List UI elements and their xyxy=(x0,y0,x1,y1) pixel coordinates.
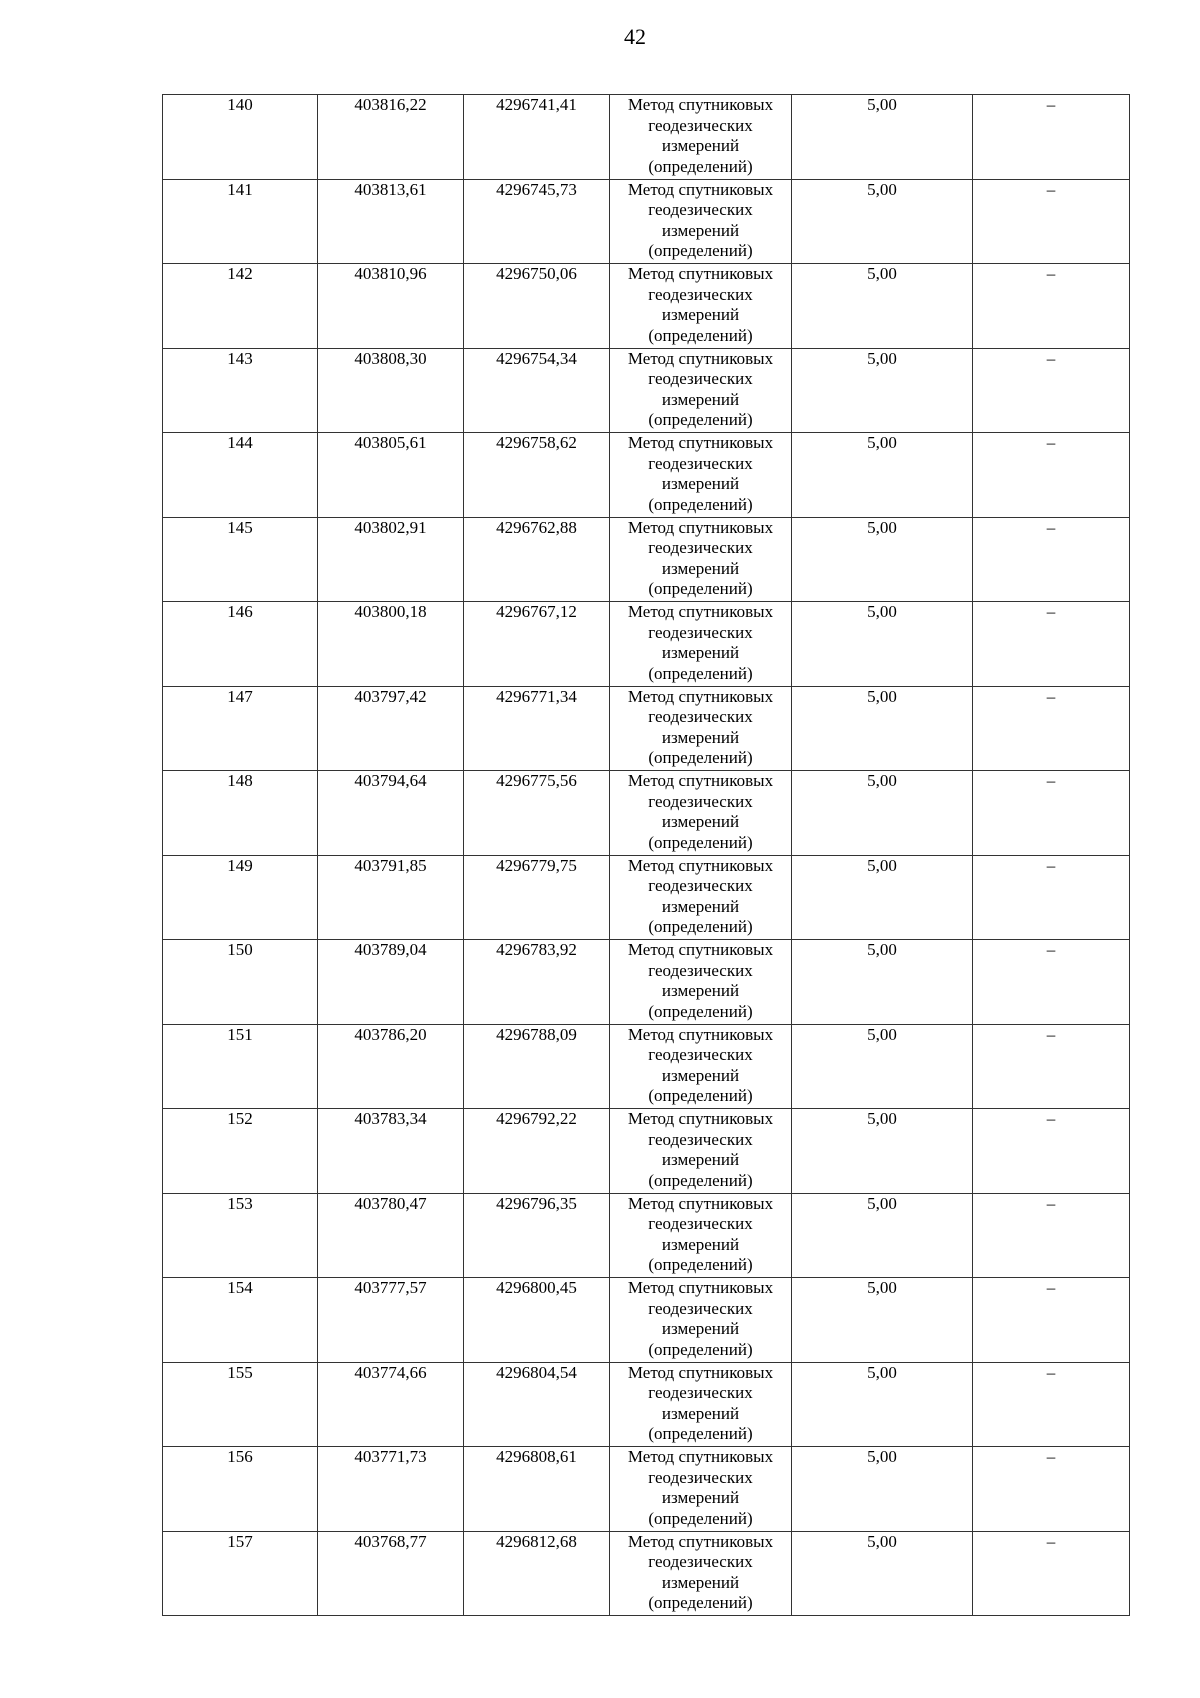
method-line: (определений) xyxy=(648,748,753,767)
note-cell: – xyxy=(973,264,1130,349)
y-coordinate-cell: 4296771,34 xyxy=(464,686,610,771)
method-line: Метод спутниковых xyxy=(627,1531,774,1551)
table-row xyxy=(163,1278,1130,1363)
accuracy-cell: 5,00 xyxy=(792,1109,973,1194)
x-coordinate-cell: 403771,73 xyxy=(318,1447,464,1532)
table-row xyxy=(163,602,1130,687)
method-line: измерений xyxy=(661,1488,740,1507)
y-coordinate-cell: 4296762,88 xyxy=(464,517,610,602)
method-line: (определений) xyxy=(648,1001,753,1021)
method-line: геодезических xyxy=(648,453,753,473)
table-row xyxy=(163,433,1130,518)
method-line: Метод спутниковых xyxy=(627,855,774,875)
note-cell: – xyxy=(973,179,1130,264)
point-number-cell: 140 xyxy=(163,95,318,180)
point-number-cell: 141 xyxy=(163,179,318,264)
x-coordinate-cell: 403816,22 xyxy=(318,95,464,180)
note-cell: – xyxy=(973,1362,1130,1447)
accuracy-cell: 5,00 xyxy=(792,1024,973,1109)
y-coordinate-cell: 4296779,75 xyxy=(464,855,610,940)
table-row xyxy=(163,771,1130,856)
method-line: (определений) xyxy=(648,241,753,260)
method-line: (определений) xyxy=(648,1508,753,1528)
method-line: (определений) xyxy=(648,832,753,852)
method-line: геодезических xyxy=(648,1045,753,1064)
method-line: (определений) xyxy=(648,494,753,514)
table-row xyxy=(163,686,1130,771)
x-coordinate-cell: 403780,47 xyxy=(318,1193,464,1278)
method-line: (определений) xyxy=(648,325,753,345)
method-line: Метод спутниковых xyxy=(627,517,774,537)
y-coordinate-cell: 4296741,41 xyxy=(464,95,610,180)
method-line: (определений) xyxy=(648,1170,753,1190)
accuracy-cell: 5,00 xyxy=(792,1278,973,1363)
table-row xyxy=(163,179,1130,264)
accuracy-cell: 5,00 xyxy=(792,855,973,940)
x-coordinate-cell: 403794,64 xyxy=(318,771,464,856)
method-line: Метод спутниковых xyxy=(627,433,774,452)
method-line: (определений) xyxy=(648,1255,753,1274)
point-number-cell: 147 xyxy=(163,686,318,771)
method-line: геодезических xyxy=(648,200,753,219)
method-cell xyxy=(610,686,792,771)
method-line: измерений xyxy=(661,220,740,240)
table-row xyxy=(163,1447,1130,1532)
method-cell xyxy=(610,1193,792,1278)
x-coordinate-cell: 403808,30 xyxy=(318,348,464,433)
method-cell xyxy=(610,179,792,264)
accuracy-cell: 5,00 xyxy=(792,771,973,856)
y-coordinate-cell: 4296750,06 xyxy=(464,264,610,349)
note-cell: – xyxy=(973,855,1130,940)
method-cell xyxy=(610,517,792,602)
method-line: Метод спутниковых xyxy=(627,602,774,621)
method-line: геодезических xyxy=(648,1552,753,1571)
x-coordinate-cell: 403786,20 xyxy=(318,1024,464,1109)
x-coordinate-cell: 403783,34 xyxy=(318,1109,464,1194)
y-coordinate-cell: 4296792,22 xyxy=(464,1109,610,1194)
coordinates-table xyxy=(162,94,1130,1616)
accuracy-cell: 5,00 xyxy=(792,433,973,518)
point-number-cell: 144 xyxy=(163,433,318,518)
method-line: геодезических xyxy=(648,115,753,135)
y-coordinate-cell: 4296775,56 xyxy=(464,771,610,856)
method-line: измерений xyxy=(661,1150,740,1169)
note-cell: – xyxy=(973,1531,1130,1616)
method-line: измерений xyxy=(661,1065,740,1085)
point-number-cell: 157 xyxy=(163,1531,318,1616)
x-coordinate-cell: 403802,91 xyxy=(318,517,464,602)
method-line: измерений xyxy=(661,643,740,662)
x-coordinate-cell: 403791,85 xyxy=(318,855,464,940)
method-line: геодезических xyxy=(648,876,753,895)
x-coordinate-cell: 403810,96 xyxy=(318,264,464,349)
method-cell xyxy=(610,264,792,349)
table-row xyxy=(163,940,1130,1025)
accuracy-cell: 5,00 xyxy=(792,264,973,349)
note-cell: – xyxy=(973,95,1130,180)
table-row xyxy=(163,1109,1130,1194)
method-line: (определений) xyxy=(648,1339,753,1359)
method-line: измерений xyxy=(661,558,740,578)
method-line: геодезических xyxy=(648,1129,753,1149)
method-line: Метод спутниковых xyxy=(627,771,774,790)
method-line: геодезических xyxy=(648,369,753,388)
method-line: Метод спутниковых xyxy=(627,1109,774,1128)
method-cell xyxy=(610,855,792,940)
point-number-cell: 150 xyxy=(163,940,318,1025)
point-number-cell: 155 xyxy=(163,1362,318,1447)
method-line: измерений xyxy=(661,1403,740,1423)
table-row xyxy=(163,1531,1130,1616)
table-row xyxy=(163,95,1130,180)
method-cell xyxy=(610,433,792,518)
y-coordinate-cell: 4296783,92 xyxy=(464,940,610,1025)
table-body xyxy=(163,95,1130,1616)
table-row xyxy=(163,1024,1130,1109)
accuracy-cell: 5,00 xyxy=(792,95,973,180)
method-cell xyxy=(610,1531,792,1616)
accuracy-cell: 5,00 xyxy=(792,602,973,687)
x-coordinate-cell: 403805,61 xyxy=(318,433,464,518)
method-line: измерений xyxy=(661,1319,740,1338)
method-line: Метод спутниковых xyxy=(627,179,774,199)
method-line: геодезических xyxy=(648,791,753,811)
note-cell: – xyxy=(973,1278,1130,1363)
method-line: (определений) xyxy=(648,1593,753,1612)
method-cell xyxy=(610,940,792,1025)
accuracy-cell: 5,00 xyxy=(792,686,973,771)
y-coordinate-cell: 4296800,45 xyxy=(464,1278,610,1363)
accuracy-cell: 5,00 xyxy=(792,179,973,264)
note-cell: – xyxy=(973,348,1130,433)
point-number-cell: 154 xyxy=(163,1278,318,1363)
accuracy-cell: 5,00 xyxy=(792,517,973,602)
point-number-cell: 148 xyxy=(163,771,318,856)
method-line: (определений) xyxy=(648,663,753,683)
method-line: измерений xyxy=(661,896,740,916)
method-cell xyxy=(610,1362,792,1447)
method-line: геодезических xyxy=(648,1467,753,1487)
method-line: геодезических xyxy=(648,1214,753,1233)
method-line: (определений) xyxy=(648,156,753,176)
method-line: геодезических xyxy=(648,538,753,557)
method-line: геодезических xyxy=(648,284,753,304)
table-row xyxy=(163,517,1130,602)
method-line: геодезических xyxy=(648,622,753,642)
method-line: измерений xyxy=(661,727,740,747)
method-line: (определений) xyxy=(648,1086,753,1105)
method-line: измерений xyxy=(661,812,740,831)
table-row xyxy=(163,264,1130,349)
point-number-cell: 142 xyxy=(163,264,318,349)
table-row xyxy=(163,348,1130,433)
y-coordinate-cell: 4296758,62 xyxy=(464,433,610,518)
method-line: Метод спутниковых xyxy=(627,348,774,368)
accuracy-cell: 5,00 xyxy=(792,1447,973,1532)
accuracy-cell: 5,00 xyxy=(792,1531,973,1616)
point-number-cell: 145 xyxy=(163,517,318,602)
method-line: измерений xyxy=(661,474,740,493)
point-number-cell: 146 xyxy=(163,602,318,687)
method-cell xyxy=(610,348,792,433)
x-coordinate-cell: 403813,61 xyxy=(318,179,464,264)
x-coordinate-cell: 403777,57 xyxy=(318,1278,464,1363)
accuracy-cell: 5,00 xyxy=(792,940,973,1025)
note-cell: – xyxy=(973,1109,1130,1194)
note-cell: – xyxy=(973,517,1130,602)
method-line: (определений) xyxy=(648,410,753,429)
method-line: (определений) xyxy=(648,1424,753,1443)
table-row xyxy=(163,855,1130,940)
method-line: (определений) xyxy=(648,917,753,936)
y-coordinate-cell: 4296812,68 xyxy=(464,1531,610,1616)
y-coordinate-cell: 4296754,34 xyxy=(464,348,610,433)
accuracy-cell: 5,00 xyxy=(792,1193,973,1278)
method-line: Метод спутниковых xyxy=(627,1447,774,1466)
method-line: Метод спутниковых xyxy=(627,1362,774,1382)
method-line: Метод спутниковых xyxy=(627,940,774,959)
y-coordinate-cell: 4296808,61 xyxy=(464,1447,610,1532)
page-number: 42 xyxy=(624,24,646,49)
note-cell: – xyxy=(973,433,1130,518)
point-number-cell: 151 xyxy=(163,1024,318,1109)
method-line: измерений xyxy=(661,136,740,155)
method-line: измерений xyxy=(661,1234,740,1254)
method-line: измерений xyxy=(661,1572,740,1592)
y-coordinate-cell: 4296767,12 xyxy=(464,602,610,687)
method-line: геодезических xyxy=(648,1383,753,1402)
method-line: Метод спутниковых xyxy=(627,1193,774,1213)
note-cell: – xyxy=(973,1193,1130,1278)
note-cell: – xyxy=(973,686,1130,771)
y-coordinate-cell: 4296796,35 xyxy=(464,1193,610,1278)
point-number-cell: 153 xyxy=(163,1193,318,1278)
table-row xyxy=(163,1193,1130,1278)
note-cell: – xyxy=(973,771,1130,856)
method-line: измерений xyxy=(661,305,740,324)
method-cell xyxy=(610,1024,792,1109)
note-cell: – xyxy=(973,1024,1130,1109)
point-number-cell: 149 xyxy=(163,855,318,940)
x-coordinate-cell: 403789,04 xyxy=(318,940,464,1025)
method-line: геодезических xyxy=(648,960,753,980)
accuracy-cell: 5,00 xyxy=(792,1362,973,1447)
method-cell xyxy=(610,1278,792,1363)
point-number-cell: 152 xyxy=(163,1109,318,1194)
method-line: измерений xyxy=(661,981,740,1000)
point-number-cell: 156 xyxy=(163,1447,318,1532)
method-cell xyxy=(610,771,792,856)
method-cell xyxy=(610,1447,792,1532)
accuracy-cell: 5,00 xyxy=(792,348,973,433)
note-cell: – xyxy=(973,602,1130,687)
method-line: измерений xyxy=(661,389,740,409)
method-line: Метод спутниковых xyxy=(627,686,774,706)
x-coordinate-cell: 403774,66 xyxy=(318,1362,464,1447)
method-line: Метод спутниковых xyxy=(627,95,774,114)
note-cell: – xyxy=(973,1447,1130,1532)
method-line: геодезических xyxy=(648,1298,753,1318)
method-line: Метод спутниковых xyxy=(627,1024,774,1044)
method-line: Метод спутниковых xyxy=(627,1278,774,1297)
method-line: Метод спутниковых xyxy=(627,264,774,283)
method-line: геодезических xyxy=(648,707,753,726)
y-coordinate-cell: 4296804,54 xyxy=(464,1362,610,1447)
y-coordinate-cell: 4296745,73 xyxy=(464,179,610,264)
x-coordinate-cell: 403797,42 xyxy=(318,686,464,771)
note-cell: – xyxy=(973,940,1130,1025)
method-cell xyxy=(610,95,792,180)
y-coordinate-cell: 4296788,09 xyxy=(464,1024,610,1109)
x-coordinate-cell: 403768,77 xyxy=(318,1531,464,1616)
point-number-cell: 143 xyxy=(163,348,318,433)
method-cell xyxy=(610,602,792,687)
method-line: (определений) xyxy=(648,579,753,598)
x-coordinate-cell: 403800,18 xyxy=(318,602,464,687)
method-cell xyxy=(610,1109,792,1194)
table-row xyxy=(163,1362,1130,1447)
